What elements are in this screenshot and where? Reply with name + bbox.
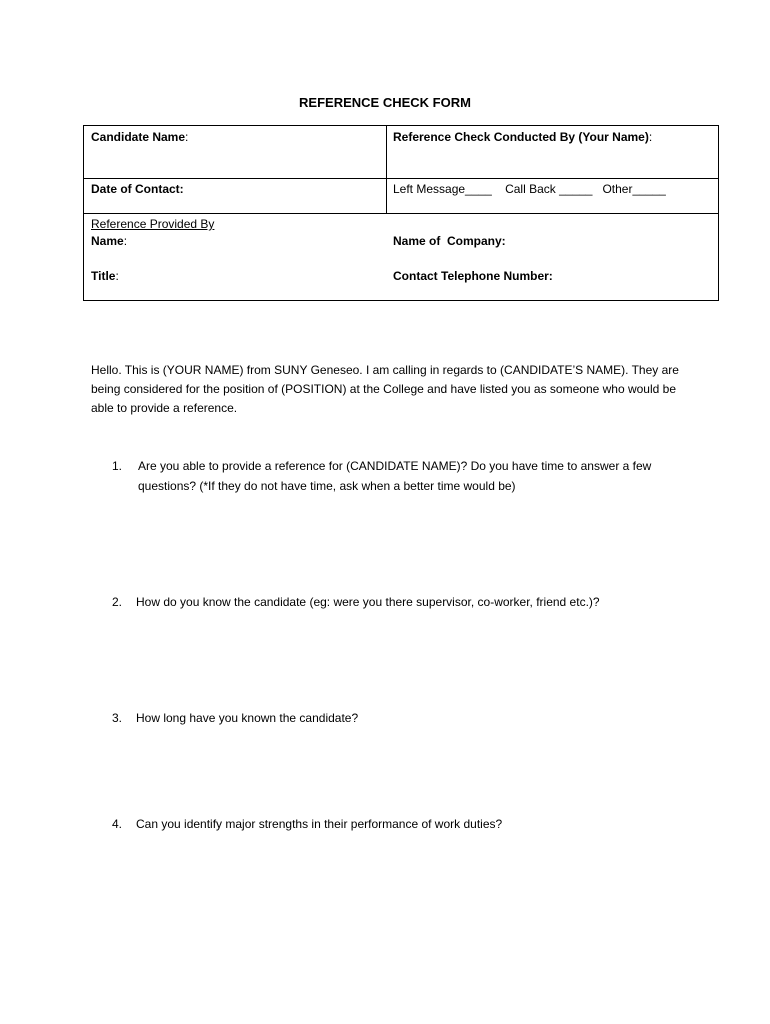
question-number: 1. — [112, 459, 123, 473]
reference-title-field[interactable] — [91, 269, 119, 283]
intro-script: Hello. This is (YOUR NAME) from SUNY Geneseo. I am calling in regards to (CANDIDATE’S NAME). They are being considered for the position of (POSITION) at the College and have listed you as someone who would be able to provide a reference. — [91, 363, 679, 415]
question-text: Can you identify major strengths in their performance of work duties? — [136, 817, 503, 831]
question-text: How do you know the candidate (eg: were you there supervisor, co-worker, friend etc.)? — [136, 595, 600, 609]
question-number: 2. — [112, 595, 123, 609]
table-row-candidate — [84, 126, 718, 179]
conducted-by-label: Reference Check Conducted By (Your Name) — [393, 130, 649, 144]
telephone-label[interactable]: Contact Telephone Number: — [393, 269, 553, 283]
reference-name-colon: : — [123, 234, 128, 248]
reference-title-colon: : — [115, 269, 119, 283]
table-row-reference — [84, 214, 718, 300]
conducted-by-field[interactable] — [393, 130, 652, 144]
question-text: How long have you known the candidate? — [136, 711, 359, 725]
candidate-name-label: Candidate Name — [91, 130, 186, 144]
contact-status-options[interactable]: Left Message____ Call Back _____ Other_____ — [393, 182, 666, 196]
reference-title-label: Title — [91, 269, 116, 283]
table-row-date — [84, 179, 718, 214]
reference-info-table — [83, 125, 719, 301]
candidate-name-colon: : — [185, 130, 189, 144]
question-number: 3. — [112, 711, 123, 725]
reference-name-label: Name — [91, 234, 124, 248]
reference-provided-by-heading: Reference Provided By — [91, 217, 215, 231]
question-text: Are you able to provide a reference for (CANDIDATE NAME)? Do you have time to answer a few questions? (*If they do not have time, ask when a better time would be) — [138, 459, 652, 493]
date-of-contact-label[interactable]: Date of Contact: — [91, 182, 184, 196]
question-number: 4. — [112, 817, 123, 831]
page-title: REFERENCE CHECK FORM — [299, 95, 471, 110]
company-name-label[interactable]: Name of Company: — [393, 234, 506, 248]
candidate-name-field[interactable] — [91, 130, 188, 144]
conducted-by-colon: : — [648, 130, 653, 144]
reference-name-field[interactable] — [91, 234, 127, 248]
